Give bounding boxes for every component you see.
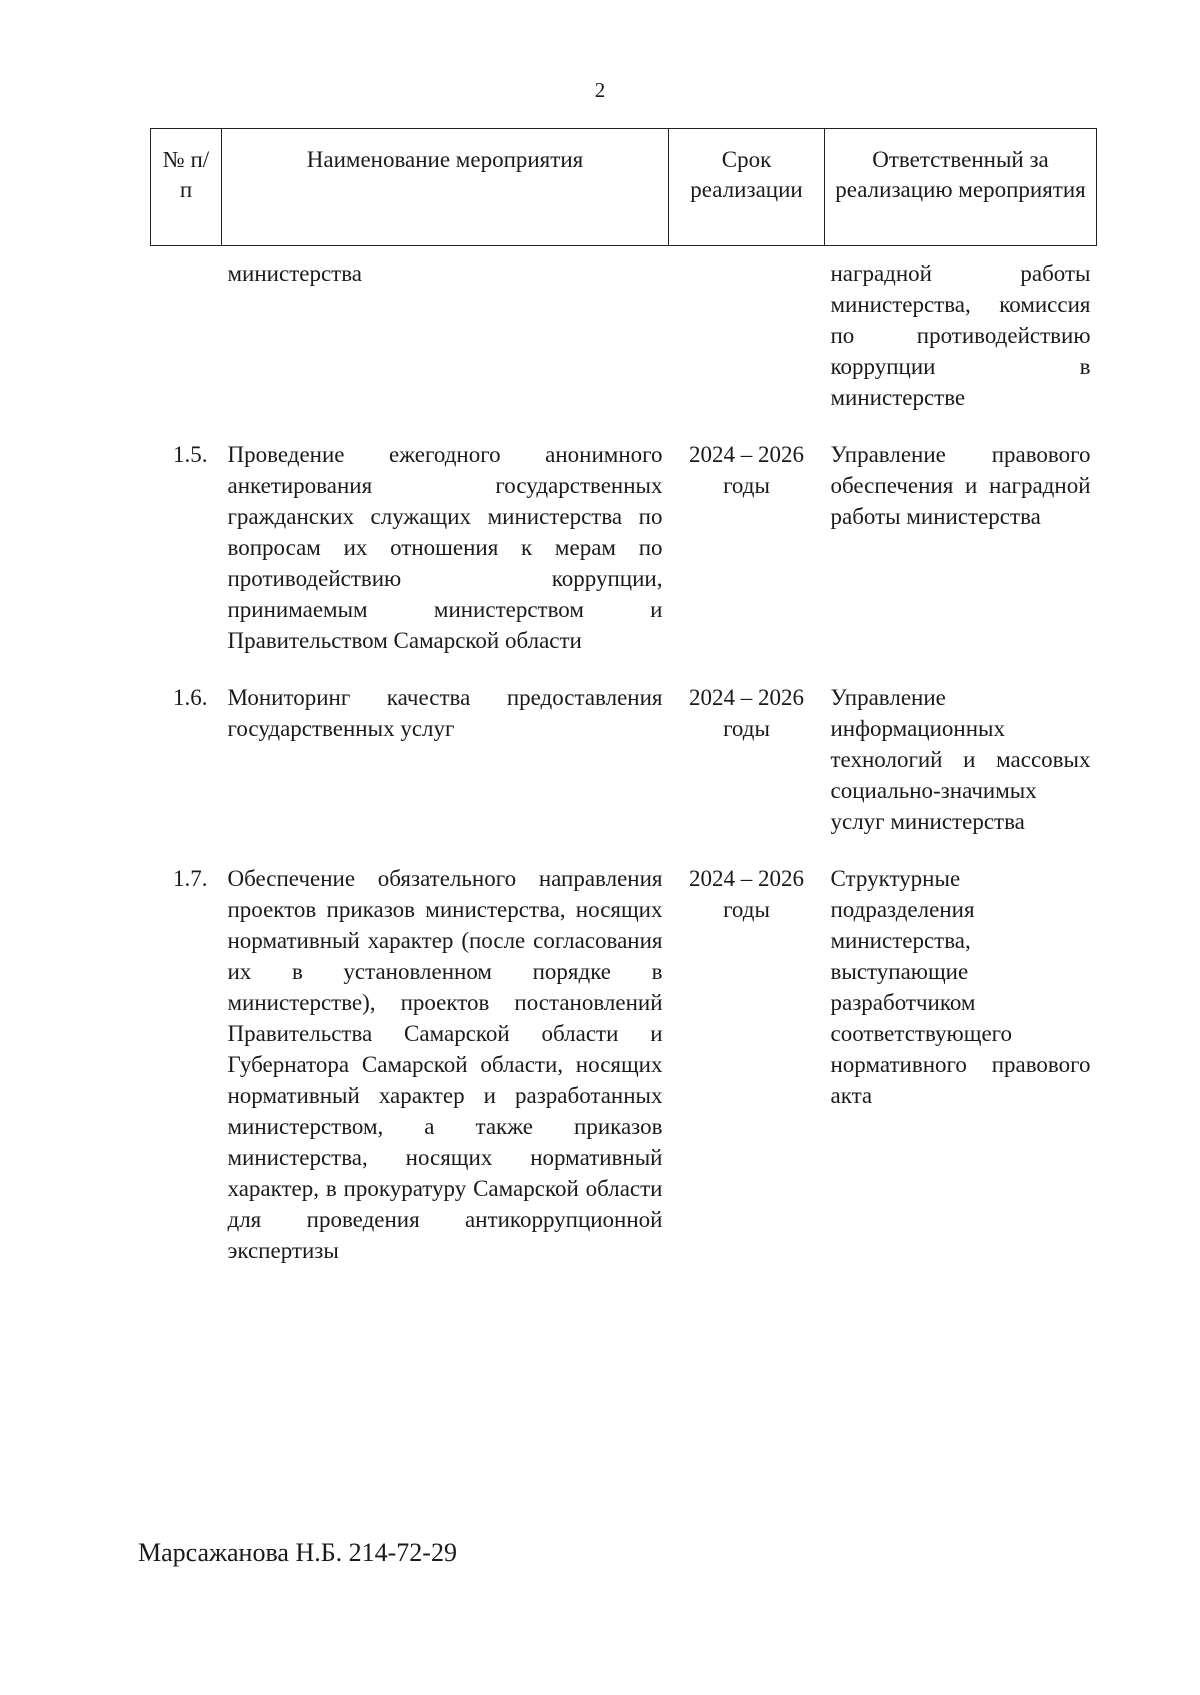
cell-name: Обеспечение обязательного направления проектов приказов министерства, носящих нормативный характер (после согласования их в установленном порядке в министерстве), проектов постановлений Правительства Самарской области и Губернатора Самарской области, носящих нормативный характер и разработанных министерством, а также приказов министерства, носящих нормативный характер, в прокуратуру Самарской области для проведения антикоррупционной экспертизы (227, 866, 663, 1263)
executor-signature: Марсажанова Н.Б. 214-72-29 (138, 1538, 457, 1567)
cell-name: Проведение ежегодного анонимного анкетирования государственных гражданских служащих министерства по вопросам их отношения к мерам по противодействию коррупции, принимаемым министерством и Правительством Самарской области (227, 442, 663, 653)
cell-responsible: Структурные подразделения министерства, выступающие разработчиком соответствующего нормативного правового акта (830, 866, 1091, 1108)
cell-num: 1.5. (173, 442, 208, 467)
table-row-continuation (151, 246, 1097, 414)
cell-num: 1.7. (173, 866, 208, 891)
table-row (151, 413, 1097, 656)
cell-term (669, 246, 825, 414)
cell-num: 1.6. (173, 685, 208, 710)
measures-table (150, 128, 1097, 1266)
table-row (151, 837, 1097, 1266)
cell-responsible: Управление правового обеспечения и наградной работы министерства (830, 442, 1091, 529)
header-name: Наименование мероприятия (222, 129, 669, 246)
table-header (151, 129, 1097, 246)
table-row (151, 656, 1097, 837)
page-number: 2 (594, 78, 606, 102)
table-body (151, 246, 1097, 1267)
header-responsible: Ответственный за реализацию мероприятия (825, 129, 1097, 246)
cell-name: Мониторинг качества предоставления государственных услуг (227, 685, 663, 741)
cell-responsible: Управление информационных технологий и массовых социально-значимых услуг министерства (830, 685, 1091, 834)
header-num: № п/п (151, 129, 222, 246)
header-term: Срок реализации (669, 129, 825, 246)
cell-num (151, 246, 222, 414)
cell-term: 2024 – 2026 годы (689, 442, 804, 498)
cell-responsible: наградной работы министерства, комиссия по противодействию коррупции в министерстве (830, 261, 1091, 410)
cell-name: министерства (227, 261, 362, 286)
cell-term: 2024 – 2026 годы (689, 685, 804, 741)
cell-term: 2024 – 2026 годы (689, 866, 804, 922)
